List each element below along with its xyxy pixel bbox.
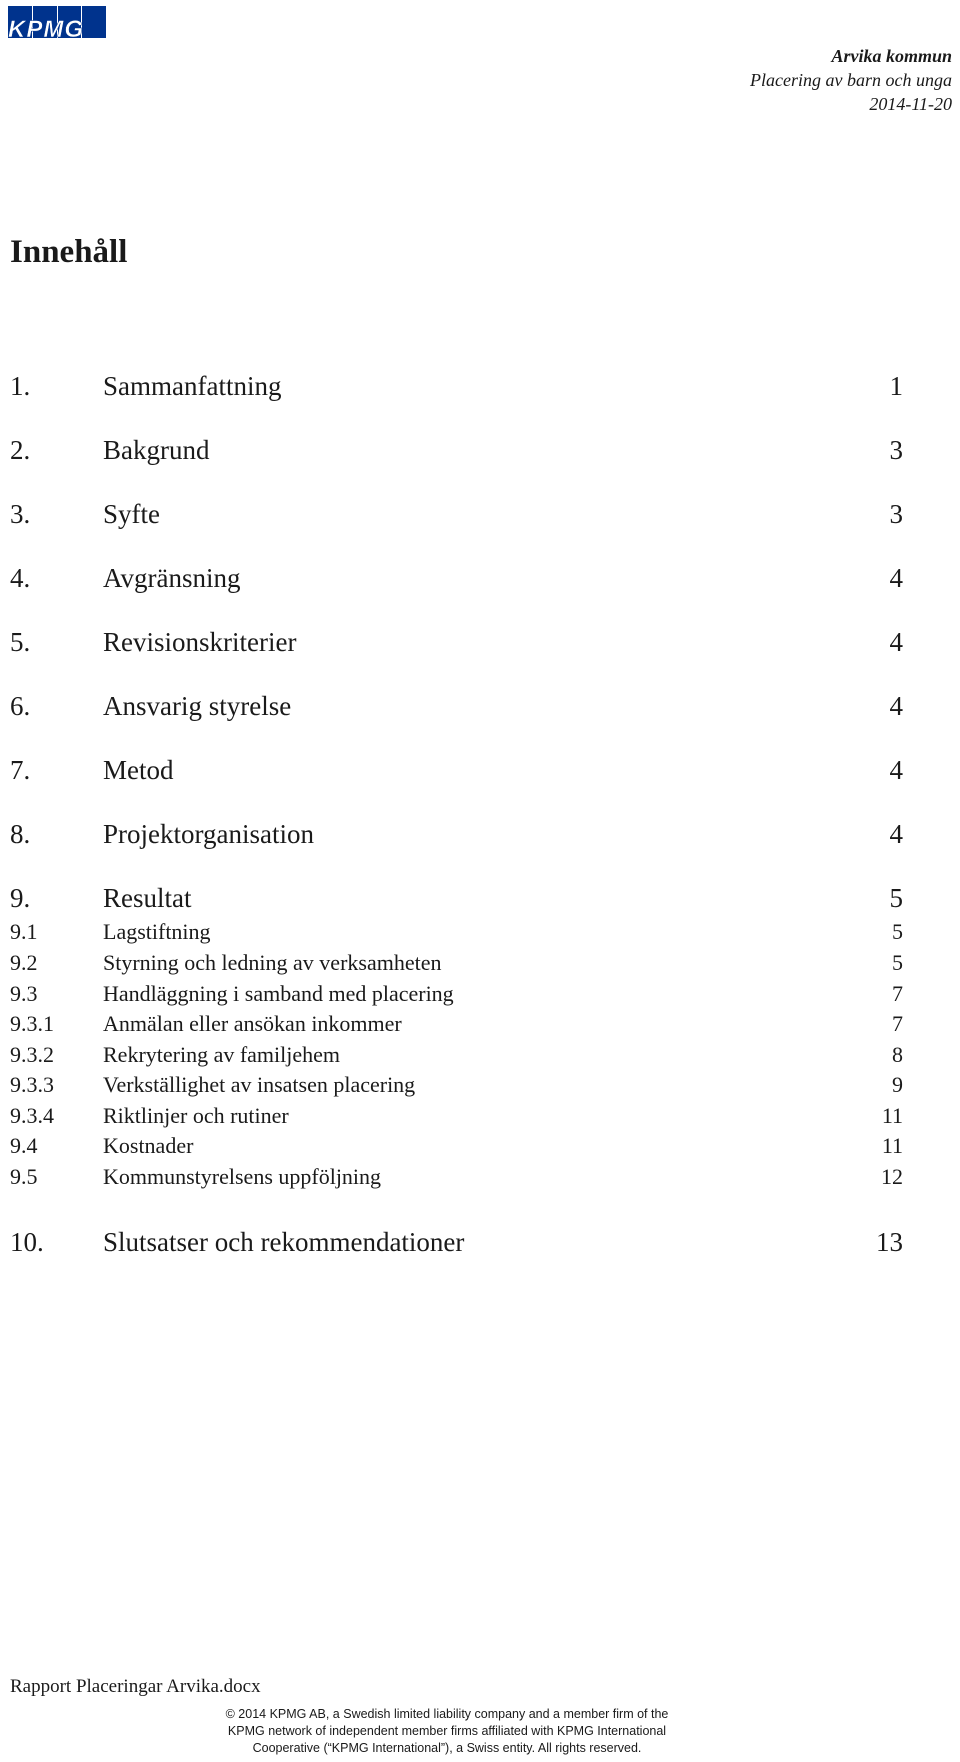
toc-entry-label: Riktlinjer och rutiner <box>103 1103 289 1128</box>
toc-entry-number: 10. <box>10 1227 44 1257</box>
toc-entry-page: 12 <box>881 1164 903 1189</box>
toc-entry-label: Handläggning i samband med placering <box>103 981 454 1006</box>
toc-entry-page: 7 <box>892 981 903 1006</box>
toc-entry-number: 1. <box>10 371 31 401</box>
toc-subentry[interactable] <box>10 1071 903 1099</box>
toc-entry-page: 4 <box>889 819 903 849</box>
toc-entry-number: 5. <box>10 627 31 657</box>
toc-entry-number: 9. <box>10 883 31 913</box>
toc-entry-number: 7. <box>10 755 31 785</box>
toc-entry-page: 11 <box>881 1103 903 1128</box>
toc-entry-label: Syfte <box>103 499 160 529</box>
footer-copyright-line: Cooperative (“KPMG International”), a Swiss entity. All rights reserved. <box>252 1741 642 1755</box>
header-subject: Placering av barn och unga <box>750 70 952 90</box>
toc-subentry[interactable] <box>10 1041 903 1069</box>
toc-entry-label: Ansvarig styrelse <box>103 691 292 721</box>
toc-entry-page: 4 <box>889 563 903 593</box>
toc-entry-label: Resultat <box>103 883 192 913</box>
toc-entry-page: 5 <box>892 919 903 944</box>
toc-entry[interactable] <box>10 882 903 914</box>
kpmg-logo <box>8 6 106 46</box>
toc-entry[interactable] <box>10 754 903 786</box>
toc-entry-number: 9.5 <box>10 1164 38 1189</box>
toc-entry-label: Slutsatser och rekommendationer <box>103 1227 465 1257</box>
toc-entry-label: Revisionskriterier <box>103 627 297 657</box>
toc-entry[interactable] <box>10 370 903 402</box>
footer-copyright-line: © 2014 KPMG AB, a Swedish limited liability company and a member firm of the <box>225 1707 669 1721</box>
document-header <box>750 44 952 116</box>
toc-entry-page: 3 <box>889 435 903 465</box>
toc-entry-number: 6. <box>10 691 31 721</box>
toc-entry-number: 9.3.1 <box>10 1011 54 1036</box>
header-date: 2014-11-20 <box>869 94 952 114</box>
toc-title: Innehåll <box>10 234 128 270</box>
toc-entry[interactable] <box>10 626 903 658</box>
toc-entry[interactable] <box>10 690 903 722</box>
header-client: Arvika kommun <box>831 46 952 66</box>
toc-entry-page: 11 <box>881 1133 903 1158</box>
toc-entry[interactable] <box>10 562 903 594</box>
toc-entry-label: Anmälan eller ansökan inkommer <box>103 1011 402 1036</box>
toc-entry[interactable] <box>10 1226 903 1258</box>
toc-entry-page: 4 <box>889 755 903 785</box>
toc-entry-label: Styrning och ledning av verksamheten <box>103 950 442 975</box>
toc-entry-number: 9.3.2 <box>10 1042 54 1067</box>
toc-entry[interactable] <box>10 498 903 530</box>
toc-entry-label: Sammanfattning <box>103 371 282 401</box>
toc-entry-page: 7 <box>892 1011 903 1036</box>
toc-entry[interactable] <box>10 818 903 850</box>
toc-entry-number: 9.2 <box>10 950 38 975</box>
toc-entry-number: 3. <box>10 499 31 529</box>
toc-entry-label: Lagstiftning <box>103 919 211 944</box>
toc-entry-number: 9.3.3 <box>10 1072 54 1097</box>
toc-entry-number: 2. <box>10 435 31 465</box>
toc-entry-number: 8. <box>10 819 31 849</box>
toc-entry-label: Metod <box>103 755 174 785</box>
toc-entry-page: 3 <box>889 499 903 529</box>
toc-entry-number: 9.4 <box>10 1133 38 1158</box>
toc-entry-label: Projektorganisation <box>103 819 314 849</box>
toc-entry-label: Avgränsning <box>103 563 241 593</box>
toc-subentry[interactable] <box>10 949 903 977</box>
toc-entry-number: 4. <box>10 563 31 593</box>
toc-subentry[interactable] <box>10 918 903 946</box>
toc-subentry[interactable] <box>10 1010 903 1038</box>
toc-entry-label: Kostnader <box>103 1133 194 1158</box>
toc-entry-page: 1 <box>889 371 903 401</box>
toc-entry-page: 13 <box>876 1227 903 1257</box>
toc-entry-label: Bakgrund <box>103 435 210 465</box>
toc-entry-page: 9 <box>892 1072 903 1097</box>
toc-entry-number: 9.1 <box>10 919 38 944</box>
footer-copyright <box>202 1706 692 1757</box>
toc-entry-number: 9.3 <box>10 981 38 1006</box>
toc-entry-page: 4 <box>889 691 903 721</box>
toc-entry-label: Kommunstyrelsens uppföljning <box>103 1164 382 1189</box>
kpmg-logo-text: KPMG <box>8 16 84 43</box>
toc-entry-label: Rekrytering av familjehem <box>103 1042 341 1067</box>
toc-subentry[interactable] <box>10 1163 903 1191</box>
toc-entry-page: 8 <box>892 1042 903 1067</box>
toc-subentry[interactable] <box>10 980 903 1008</box>
toc-subentry[interactable] <box>10 1102 903 1130</box>
toc-entry-number: 9.3.4 <box>10 1103 54 1128</box>
toc-entry-page: 5 <box>889 883 903 913</box>
toc-entry[interactable] <box>10 434 903 466</box>
toc-entry-page: 5 <box>892 950 903 975</box>
toc-entry-page: 4 <box>889 627 903 657</box>
toc-subentry[interactable] <box>10 1132 903 1160</box>
footer-filename: Rapport Placeringar Arvika.docx <box>10 1676 261 1697</box>
footer-copyright-line: KPMG network of independent member firms affiliated with KPMG International <box>227 1724 667 1738</box>
toc-entry-label: Verkställighet av insatsen placering <box>103 1072 416 1097</box>
